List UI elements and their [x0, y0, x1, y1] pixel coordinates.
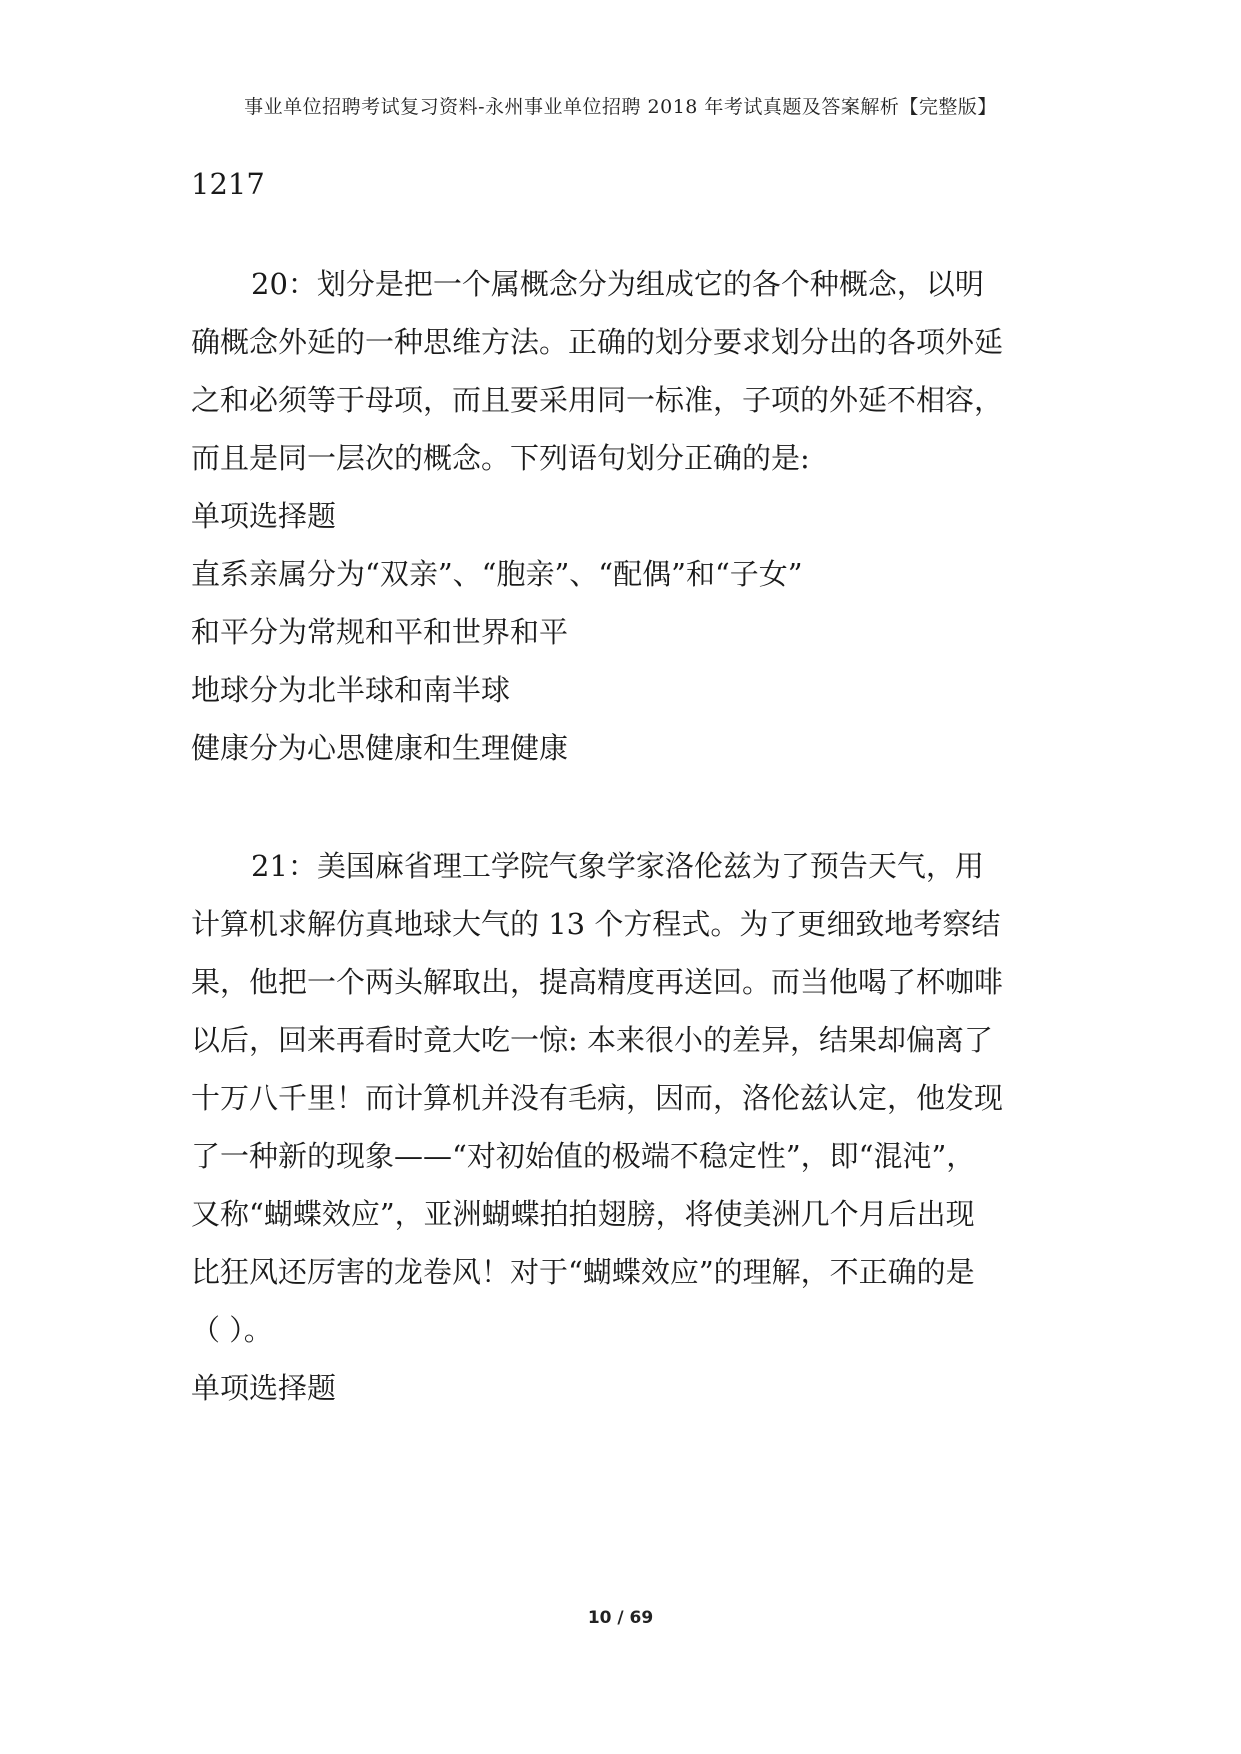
- q20-option-b: 和平分为常规和平和世界和平: [191, 615, 569, 649]
- q21-text-line-5: 十万八千里！而计算机并没有毛病，因而，洛伦兹认定，他发现: [191, 1081, 1004, 1115]
- q21-text-line-9: （ ）。: [191, 1313, 273, 1347]
- page-number: 10 / 69: [587, 1608, 654, 1628]
- q20-question-type: 单项选择题: [191, 499, 337, 533]
- q21-text-line-3: 果，他把一个两头解取出，提高精度再送回。而当他喝了杯咖啡: [191, 965, 1004, 999]
- q21-text-line-1: 21：美国麻省理工学院气象学家洛伦兹为了预告天气，用: [251, 849, 984, 883]
- q20-text-line-4: 而且是同一层次的概念。下列语句划分正确的是:: [191, 441, 810, 475]
- q21-text-line-4: 以后，回来再看时竟大吃一惊: 本来很小的差异，结果却偏离了: [191, 1023, 993, 1057]
- q20-text-line-3: 之和必须等于母项，而且要采用同一标准，子项的外延不相容，: [191, 383, 1004, 417]
- q21-text-line-7: 又称“蝴蝶效应”，亚洲蝴蝶拍拍翅膀，将使美洲几个月后出现: [191, 1197, 975, 1231]
- q21-text-line-2: 计算机求解仿真地球大气的 13 个方程式。为了更细致地考察结: [191, 907, 1001, 941]
- q21-text-line-8: 比狂风还厉害的龙卷风！对于“蝴蝶效应”的理解，不正确的是: [191, 1255, 975, 1289]
- page-header: 事业单位招聘考试复习资料-永州事业单位招聘 2018 年考试真题及答案解析【完整版】: [244, 96, 997, 118]
- q21-text-line-6: 了一种新的现象——“对初始值的极端不稳定性”，即“混沌”，: [191, 1139, 976, 1173]
- q20-text-line-2: 确概念外延的一种思维方法。正确的划分要求划分出的各项外延: [191, 325, 1004, 359]
- q21-question-type: 单项选择题: [191, 1371, 337, 1405]
- q20-option-a: 直系亲属分为“双亲”、“胞亲”、“配偶”和“子女”: [191, 557, 803, 591]
- q20-text-line-1: 20：划分是把一个属概念分为组成它的各个种概念，以明: [251, 267, 984, 301]
- q20-option-c: 地球分为北半球和南半球: [191, 673, 511, 707]
- q20-option-d: 健康分为心思健康和生理健康: [191, 731, 569, 765]
- previous-answer: 1217: [191, 167, 265, 201]
